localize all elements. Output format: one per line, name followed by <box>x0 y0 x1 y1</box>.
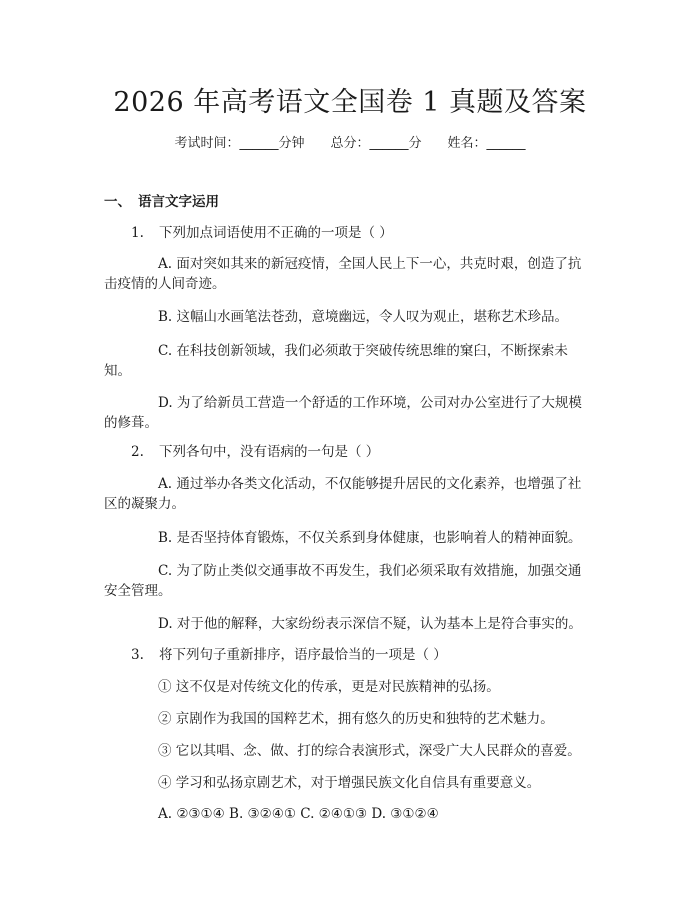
section-heading <box>104 190 219 210</box>
question-2-option-d: D. 对于他的解释，大家纷纷表示深信不疑，认为基本上是符合事实的。 <box>158 616 582 632</box>
section-title: 语言文字运用 <box>138 194 219 210</box>
question-2-option-c-continued: 安全管理。 <box>104 583 172 599</box>
question-1-option-b: B. 这幅山水画笔法苍劲，意境幽远，令人叹为观止，堪称艺术珍品。 <box>158 309 569 325</box>
question-text: 将下列句子重新排序，语序最恰当的一项是（ ） <box>159 647 447 663</box>
question-2-option-a-continued: 区的凝聚力。 <box>104 496 185 512</box>
question-number: 1. <box>131 225 144 241</box>
question-1-option-d-continued: 的修葺。 <box>104 415 158 431</box>
question-number: 2. <box>131 444 144 460</box>
question-1-option-c: C. 在科技创新领域，我们必须敢于突破传统思维的窠臼，不断探索未 <box>158 343 568 359</box>
question-number: 3. <box>131 647 144 663</box>
question-1-option-d: D. 为了给新员工营造一个舒适的工作环境，公司对办公室进行了大规模 <box>158 395 582 411</box>
page-title: 2026 年高考语文全国卷 1 真题及答案 <box>113 87 587 118</box>
question-2-option-b: B. 是否坚持体育锻炼，不仅关系到身体健康，也影响着人的精神面貌。 <box>158 530 582 546</box>
exam-meta-line <box>0 132 700 151</box>
question-3-sentence-1: ① 这不仅是对传统文化的传承，更是对民族精神的弘扬。 <box>158 679 500 695</box>
question-3-answer-options: A. ②③①④ B. ③②④① C. ②④①③ D. ③①②④ <box>158 806 439 822</box>
question-1-option-a: A. 面对突如其来的新冠疫情，全国人民上下一心，共克时艰，创造了抗 <box>158 256 582 272</box>
question-3-stem <box>131 645 447 665</box>
question-1-stem <box>131 223 393 243</box>
question-2-option-c: C. 为了防止类似交通事故不再发生，我们必须采取有效措施，加强交通 <box>158 563 582 579</box>
question-1-option-a-continued: 击疫情的人间奇迹。 <box>104 276 226 292</box>
question-2-option-a: A. 通过举办各类文化活动，不仅能够提升居民的文化素养，也增强了社 <box>158 476 582 492</box>
question-3-sentence-2: ② 京剧作为我国的国粹艺术，拥有悠久的历史和独特的艺术魅力。 <box>158 711 554 727</box>
exam-time-field: 考试时间：______分钟 <box>174 136 305 151</box>
question-text: 下列各句中，没有语病的一句是（ ） <box>159 444 380 460</box>
question-1-option-c-continued: 知。 <box>104 363 131 379</box>
total-score-field: 总分：______分 <box>330 136 422 151</box>
section-number: 一、 <box>104 194 131 210</box>
question-3-sentence-3: ③ 它以其唱、念、做、打的综合表演形式，深受广大人民群众的喜爱。 <box>158 743 581 759</box>
question-text: 下列加点词语使用不正确的一项是（ ） <box>159 225 393 241</box>
question-2-stem <box>131 442 379 462</box>
question-3-sentence-4: ④ 学习和弘扬京剧艺术，对于增强民族文化自信具有重要意义。 <box>158 775 541 791</box>
student-name-field: 姓名：______ <box>447 136 526 151</box>
